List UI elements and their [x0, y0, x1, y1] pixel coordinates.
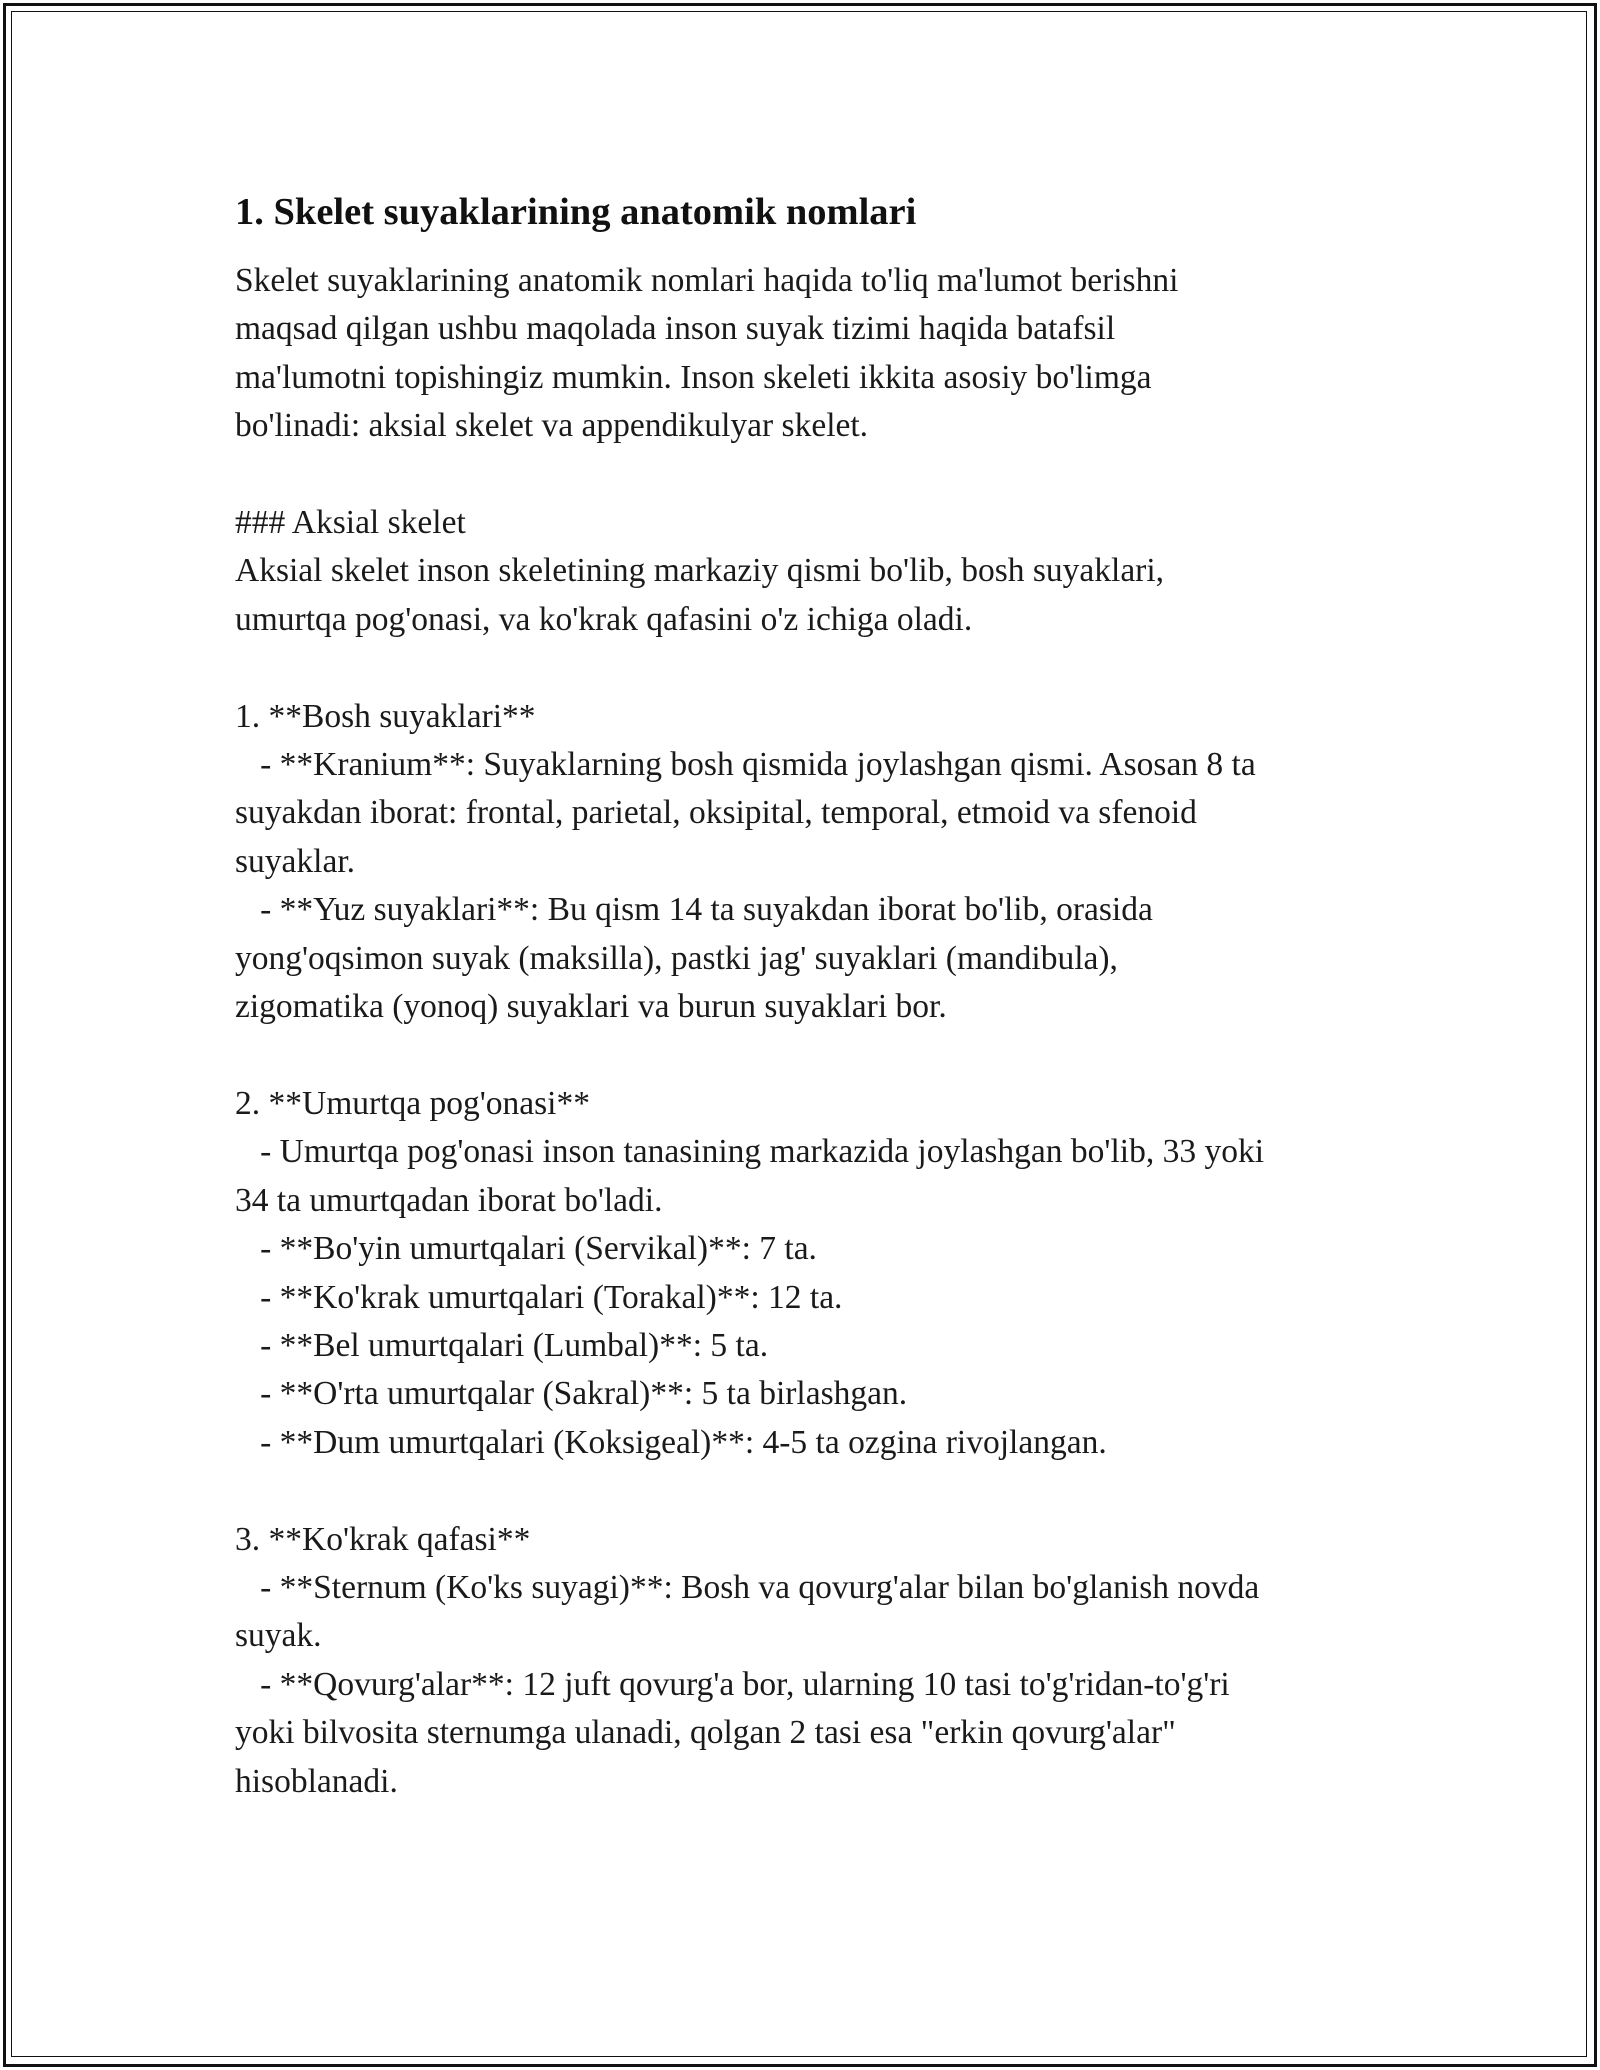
document-title: 1. Skelet suyaklarining anatomik nomlari — [235, 191, 917, 233]
document-content — [235, 186, 1395, 1806]
document-body: Skelet suyaklarining anatomik nomlari haqida to'liq ma'lumot berishni maqsad qilgan ushbu maqolada inson suyak tizimi haqida batafsil ma'lumotni topishingiz mumkin. Inson skeleti ikkita asosiy bo'limga bo'linadi: aksial skelet va appendikulyar skelet. ### Aksial skelet Aksial skelet inson skeletining markaziy qismi bo'lib, bosh suyaklari, umurtqa pog'onasi, va ko'krak qafasini o'z ichiga oladi. 1. **Bosh suyaklari** - **Kranium**: Suyaklarning bosh qismida joylashgan qismi. Asosan 8 ta suyakdan iborat: frontal, parietal, oksipital, temporal, etmoid va sfenoid suyaklar. - **Yuz suyaklari**: Bu qism 14 ta suyakdan iborat bo'lib, orasida yong'oqsimon suyak (maksilla), pastki jag' suyaklari (mandibula), zigomatika (yonoq) suyaklari va burun suyaklari bor. 2. **Umurtqa pog'onasi** - Umurtqa pog'onasi inson tanasining markazida joylashgan bo'lib, 33 yoki 34 ta umurtqadan iborat bo'ladi. - **Bo'yin umurtqalari (Servikal)**: 7 ta. - **Ko'krak umurtqalari (Torakal)**: 12 ta. - **Bel umurtqalari (Lumbal)**: 5 ta. - **O'rta umurtqalar (Sakral)**: 5 ta birlashgan. - **Dum umurtqalari (Koksigeal)**: 4-5 ta ozgina rivojlangan. 3. **Ko'krak qafasi** - **Sternum (Ko'ks suyagi)**: Bosh va qovurg'alar bilan bo'glanish novda suyak. - **Qovurg'alar**: 12 juft qovurg'a bor, ularning 10 tasi to'g'ridan-to'g'ri yoki bilvosita sternumga ulanadi, qolgan 2 tasi esa "erkin qovurg'alar" hisoblanadi. — [235, 262, 1264, 1800]
